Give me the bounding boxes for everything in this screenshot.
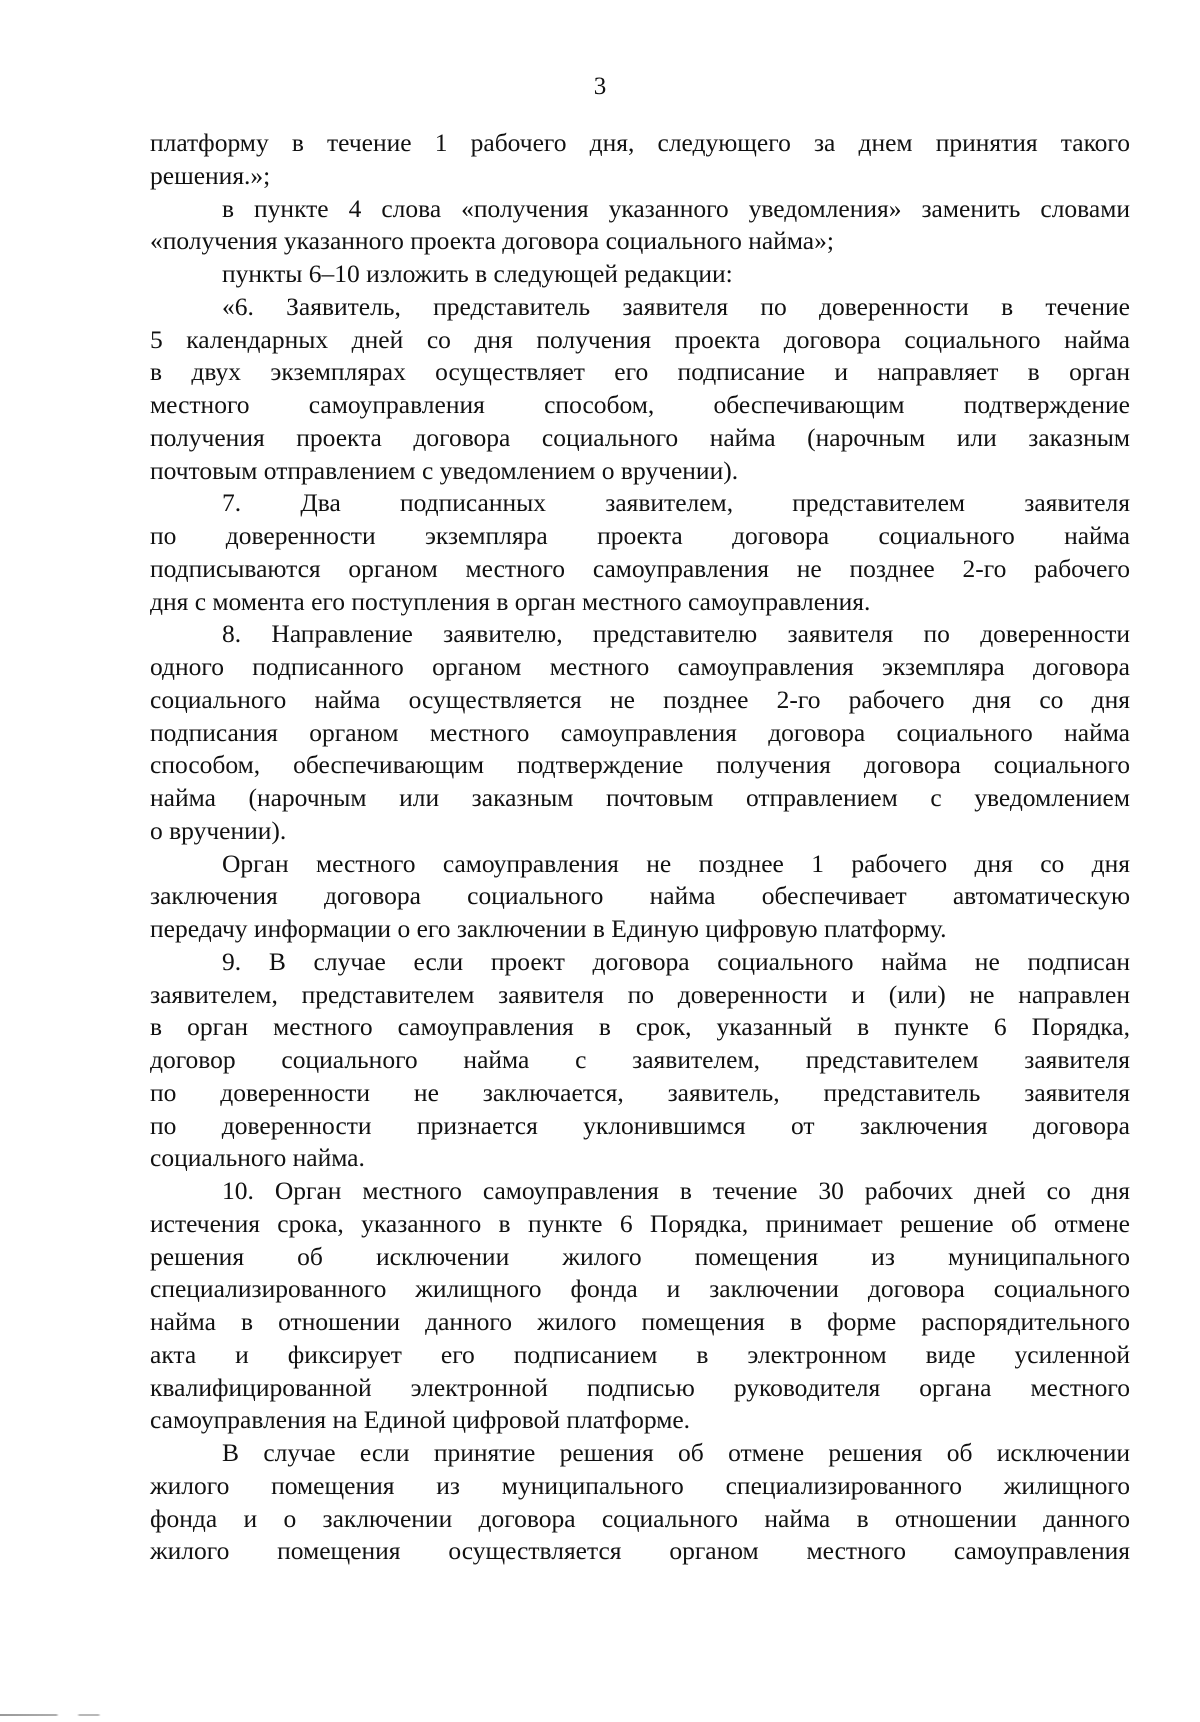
text-line: в пункте 4 слова «получения указанного уведомления» заменить словами [222, 193, 1130, 223]
text-line: специализированного жилищного фонда и заключении договора социального [150, 1274, 1130, 1304]
text-line: подписываются органом местного самоуправления не позднее 2-го рабочего [150, 553, 1130, 583]
text-line: социального найма осуществляется не позднее 2-го рабочего дня со дня [150, 684, 1130, 714]
text-line: 9. В случае если проект договора социального найма не подписан [222, 946, 1130, 976]
text-line: дня с момента его поступления в орган местного самоуправления. [150, 586, 871, 616]
text-line: в орган местного самоуправления в срок, указанный в пункте 6 Порядка, [150, 1012, 1130, 1042]
paragraph-item-9 [150, 946, 1130, 1175]
text-line: жилого помещения из муниципального специализированного жилищного [150, 1470, 1130, 1500]
text-line: способом, обеспечивающим подтверждение получения договора социального [150, 750, 1130, 780]
text-line: В случае если принятие решения об отмене решения об исключении [222, 1438, 1130, 1467]
text-line: найма (нарочным или заказным почтовым отправлением с уведомлением [150, 783, 1130, 812]
text-line: пункты 6–10 изложить в следующей редакции: [222, 259, 733, 288]
text-line: заявителем, представителем заявителя по доверенности и (или) не направлен [150, 979, 1130, 1009]
text-line: договор социального найма с заявителем, представителем заявителя [150, 1045, 1130, 1074]
text-line: заключения договора социального найма обеспечивает автоматическую [150, 881, 1130, 911]
paragraph-amendment-point-4 [150, 193, 1130, 259]
paragraph-continuation [150, 127, 1130, 193]
paragraph-item-6 [150, 291, 1130, 488]
text-line: решения об исключении жилого помещения из муниципального [150, 1241, 1130, 1271]
paragraph-item-8 [150, 618, 1130, 847]
text-line: 5 календарных дней со дня получения проекта договора социального найма [150, 324, 1130, 354]
paragraph-item-8-transfer [150, 848, 1130, 946]
text-line: «6. Заявитель, представитель заявителя по доверенности в течение [222, 291, 1130, 321]
text-line: Орган местного самоуправления не позднее 1 рабочего дня со дня [222, 848, 1130, 878]
paragraph-item-10 [150, 1175, 1130, 1437]
document-body [150, 127, 1130, 1568]
text-line: самоуправления на Единой цифровой платформе. [150, 1405, 691, 1435]
text-line: по доверенности признается уклонившимся от заключения договора [150, 1110, 1130, 1140]
text-line: получения проекта договора социального найма (нарочным или заказным [150, 422, 1130, 452]
text-line: решения.»; [150, 160, 271, 190]
text-line: платформу в течение 1 рабочего дня, следующего за днем принятия такого [150, 128, 1130, 157]
scan-edge-mark [0, 1714, 140, 1716]
text-line: социального найма. [150, 1143, 365, 1173]
text-line: фонда и о заключении договора социального найма в отношении данного [150, 1503, 1130, 1533]
text-line: 7. Два подписанных заявителем, представителем заявителя [222, 488, 1130, 518]
text-line: передачу информации о его заключении в Единую цифровую платформу. [150, 914, 947, 943]
text-line: истечения срока, указанного в пункте 6 Порядка, принимает решение об отмене [150, 1208, 1130, 1238]
text-line: одного подписанного органом местного самоуправления экземпляра договора [150, 652, 1130, 681]
text-line: почтовым отправлением с уведомлением о вручении). [150, 455, 739, 485]
text-line: подписания органом местного самоуправления договора социального найма [150, 717, 1130, 747]
paragraph-item-10-case [150, 1437, 1130, 1568]
text-line: найма в отношении данного жилого помещения в форме распорядительного [150, 1307, 1130, 1336]
text-line: местного самоуправления способом, обеспечивающим подтверждение [150, 390, 1130, 419]
paragraph-item-7 [150, 487, 1130, 618]
text-line: квалифицированной электронной подписью руководителя органа местного [150, 1372, 1130, 1402]
paragraph-amendment-points-6-10 [150, 258, 1130, 291]
text-line: жилого помещения осуществляется органом местного самоуправления [150, 1536, 1130, 1566]
text-line: в двух экземплярах осуществляет его подписание и направляет в орган [150, 357, 1130, 387]
text-line: 10. Орган местного самоуправления в течение 30 рабочих дней со дня [222, 1176, 1130, 1205]
text-line: 8. Направление заявителю, представителю заявителя по доверенности [222, 619, 1130, 649]
text-line: «получения указанного проекта договора социального найма»; [150, 226, 834, 256]
text-line: акта и фиксирует его подписанием в электронном виде усиленной [150, 1339, 1130, 1369]
text-line: по доверенности экземпляра проекта договора социального найма [150, 521, 1130, 550]
page-number: 3 [593, 73, 607, 100]
text-line: по доверенности не заключается, заявитель, представитель заявителя [150, 1077, 1130, 1107]
text-line: о вручении). [150, 815, 287, 845]
